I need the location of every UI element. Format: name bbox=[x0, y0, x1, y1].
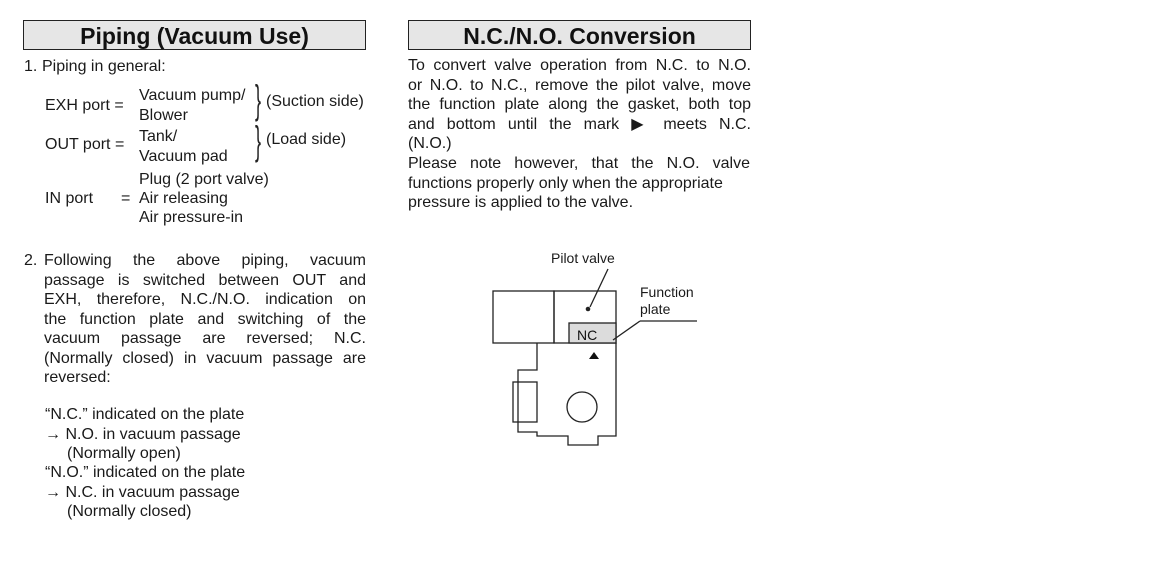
nc-no-conversion-heading: N.C./N.O. Conversion bbox=[408, 20, 751, 50]
out-value-1: Tank/ bbox=[139, 128, 178, 145]
in-value-2: Air releasing bbox=[139, 190, 228, 207]
in-value-3: Air pressure-in bbox=[139, 209, 244, 226]
piping-vacuum-use-heading: Piping (Vacuum Use) bbox=[23, 20, 366, 50]
note-nc-vacuum: → N.C. in vacuum passage bbox=[45, 484, 240, 501]
para1-line: and bottom until the mark ▶ meets N.C. bbox=[408, 115, 751, 133]
pilot-dot bbox=[586, 307, 591, 312]
para1-line: the function plate along the gasket, both top bbox=[408, 96, 751, 113]
mark-triangle bbox=[589, 352, 599, 359]
conversion-paragraph-2 bbox=[408, 154, 751, 213]
in-port-label: IN port bbox=[45, 190, 94, 207]
port-circle bbox=[567, 392, 597, 422]
item2-paragraph bbox=[44, 251, 366, 388]
exh-port-label: EXH port = bbox=[45, 97, 124, 114]
exh-value-2: Blower bbox=[139, 107, 188, 124]
valve-diagram bbox=[480, 240, 720, 450]
solenoid-block bbox=[493, 291, 554, 343]
item2-line: (Normally closed) in vacuum passage are bbox=[44, 349, 366, 367]
conversion-paragraph-1 bbox=[408, 56, 751, 154]
exh-value-1: Vacuum pump/ bbox=[139, 87, 246, 104]
note-normally-open: (Normally open) bbox=[67, 445, 181, 462]
out-brace: } bbox=[255, 119, 262, 163]
note-normally-closed: (Normally closed) bbox=[67, 503, 192, 520]
para1-line: To convert valve operation from N.C. to N.O. bbox=[408, 57, 751, 74]
para2-line: Please note however, that the N.O. valve bbox=[408, 155, 750, 172]
para2-line: functions properly only when the appropriate bbox=[408, 174, 723, 192]
pilot-valve-leader bbox=[590, 269, 608, 307]
function-plate-label-1: Function bbox=[640, 284, 694, 300]
in-port-equals: = bbox=[121, 190, 131, 207]
item2-line: reversed: bbox=[44, 369, 111, 386]
body-port bbox=[513, 382, 537, 422]
pilot-valve-label: Pilot valve bbox=[551, 250, 615, 266]
item2-line: EXH, therefore, N.C./N.O. indication on bbox=[44, 291, 366, 308]
out-value-2: Vacuum pad bbox=[139, 148, 228, 165]
exh-note: (Suction side) bbox=[266, 93, 364, 110]
item2-line: the function plate and switching of the bbox=[44, 310, 366, 328]
note-no-vacuum: → N.O. in vacuum passage bbox=[45, 426, 241, 443]
note-no-plate: “N.O.” indicated on the plate bbox=[45, 464, 246, 481]
out-port-label: OUT port = bbox=[45, 136, 125, 153]
item2-line: passage is switched between OUT and bbox=[44, 271, 366, 289]
item2-line: vacuum passage are reversed; N.C. bbox=[44, 330, 366, 347]
item2-line: Following the above piping, vacuum bbox=[44, 252, 366, 269]
valve-body bbox=[518, 343, 616, 445]
item1-number: 1. bbox=[24, 58, 38, 75]
out-note: (Load side) bbox=[266, 131, 347, 148]
item1-text: Piping in general: bbox=[42, 58, 166, 75]
para1-line: (N.O.) bbox=[408, 135, 452, 152]
note-nc-plate: “N.C.” indicated on the plate bbox=[45, 406, 245, 423]
function-plate-leader bbox=[613, 321, 640, 340]
item2-number: 2. bbox=[24, 252, 38, 269]
plate-nc-text: NC bbox=[577, 327, 598, 343]
para2-line: pressure is applied to the valve. bbox=[408, 194, 634, 211]
in-value-1: Plug (2 port valve) bbox=[139, 171, 269, 188]
exh-brace: } bbox=[255, 78, 262, 122]
function-plate-label-2: plate bbox=[640, 301, 671, 317]
para1-line: or N.O. to N.C., remove the pilot valve, move bbox=[408, 76, 751, 94]
